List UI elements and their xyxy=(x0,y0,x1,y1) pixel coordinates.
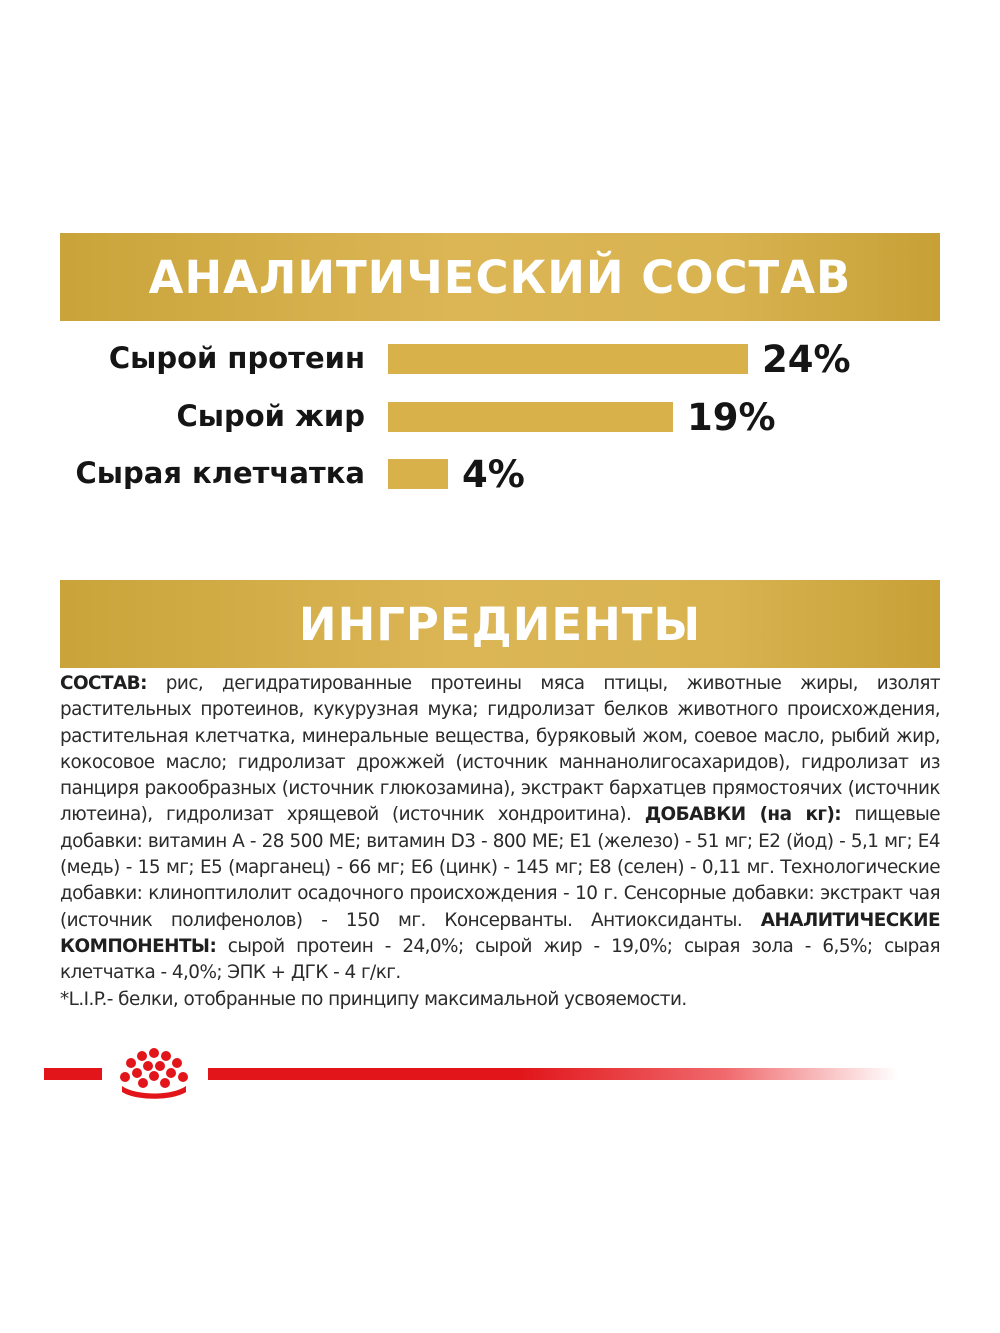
crown-logo-icon xyxy=(106,1046,202,1100)
footer-line-right xyxy=(208,1068,898,1080)
composition-label: СОСТАВ: xyxy=(60,673,147,694)
bar xyxy=(388,459,448,489)
additives-text: пищевые добавки: витамин А - 28 500 МЕ; витамин D3 - 800 МЕ; Е1 (железо) - 51 мг; Е2 (йод) - 5,1 мг; Е4 (медь) - 15 мг; Е5 (марганец) - 66 мг; Е6 (цинк) - 145 мг; Е8 (селен) - 0,11 мг. Технологические добавки: клиноптилолит осадочного происхождения - 10 г. Сенсорные добавки: экстракт чая (источник полифенолов) - 150 мг. Консерванты. Антиоксиданты. xyxy=(60,804,940,931)
bar-label: Сырая клетчатка xyxy=(75,456,365,490)
bar-row-fiber xyxy=(0,453,1000,496)
ingredients-banner xyxy=(60,580,940,668)
bar-row-fat xyxy=(0,396,1000,439)
bar-value: 19% xyxy=(687,396,776,439)
bar-value: 4% xyxy=(462,453,525,496)
ingredients-text xyxy=(60,671,940,1013)
bar xyxy=(388,402,673,432)
footer-line-left xyxy=(44,1068,102,1080)
components-label: АНАЛИТИЧЕСКИЕ КОМПОНЕНТЫ: xyxy=(60,909,940,957)
bar xyxy=(388,344,748,374)
bar-value: 24% xyxy=(762,338,851,381)
composition-text: рис, дегидратированные протеины мяса птицы, животные жиры, изолят растительных протеинов, кукурузная мука; гидролизат белков животного происхождения, растительная клетчатка, минеральные вещества, буряковый жом, соевое масло, рыбий жир, кокосовое масло; гидролизат дрожжей (источник маннанолигосахаридов), гидролизат из панциря ракообразных (источник глюкозамина), экстракт бархатцев прямостоячих (источник лютеина), гидролизат хрящевой (источник хондроитина). xyxy=(60,673,940,826)
bar-row-protein xyxy=(0,338,1000,381)
bar-label: Сырой протеин xyxy=(108,341,365,375)
footnote: *L.I.P.- белки, отобранные по принципу максимальной усвояемости. xyxy=(60,988,687,1010)
analytic-banner xyxy=(60,233,940,321)
components-text: сырой протеин - 24,0%; сырой жир - 19,0%; сырая зола - 6,5%; сырая клетчатка - 4,0%; ЭПК + ДГК - 4 г/кг. xyxy=(60,935,940,984)
ingredients-title: ИНГРЕДИЕНТЫ xyxy=(298,597,702,651)
additives-label: ДОБАВКИ (на кг): xyxy=(644,804,842,826)
bar-label: Сырой жир xyxy=(176,399,365,433)
analytic-title: АНАЛИТИЧЕСКИЙ СОСТАВ xyxy=(148,250,852,304)
